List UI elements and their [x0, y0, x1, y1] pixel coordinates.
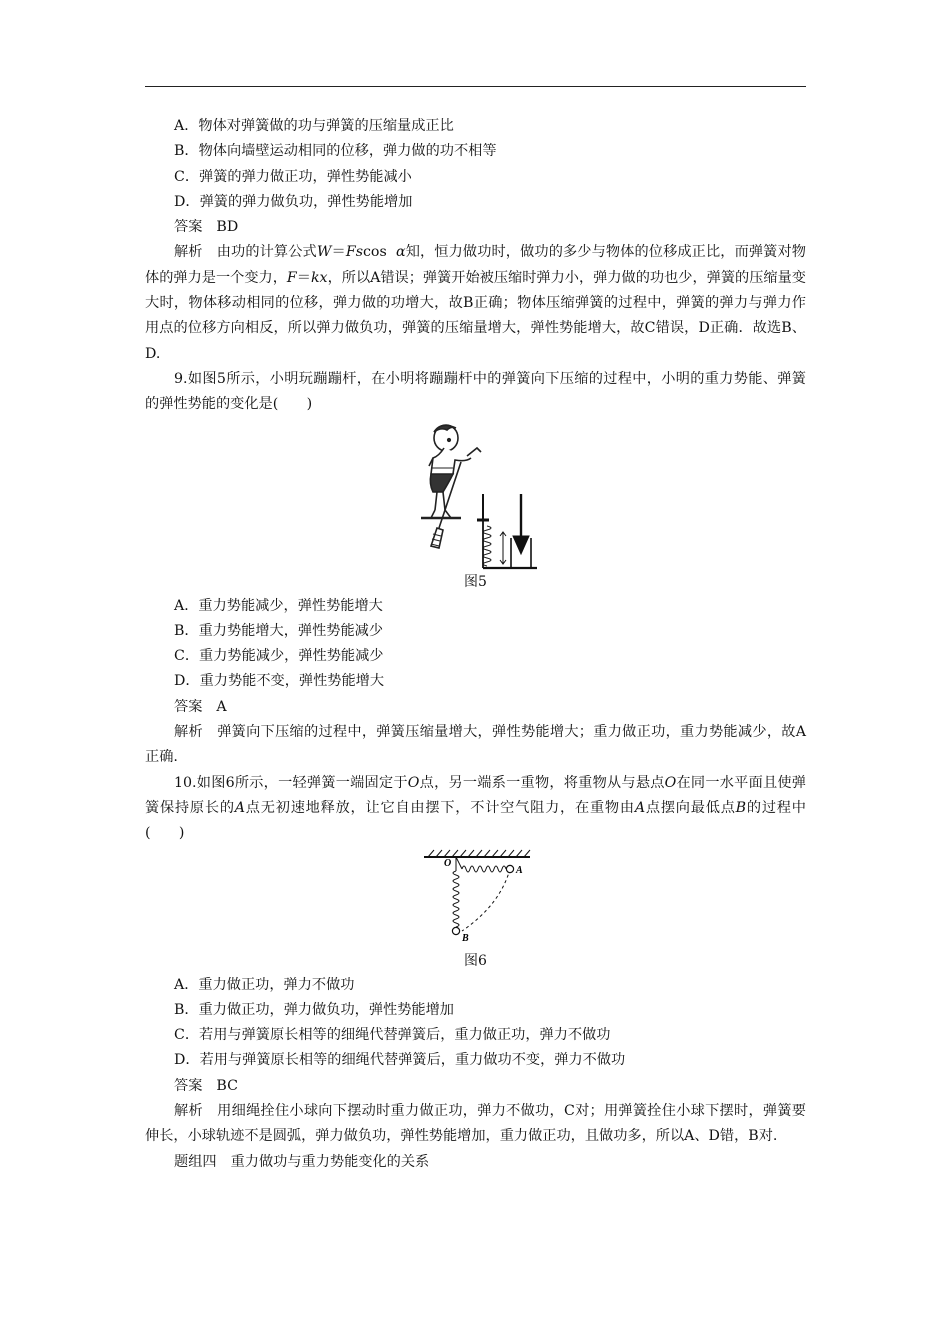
answer-label: 答案 [174, 1077, 203, 1094]
answer-label: 答案 [174, 698, 203, 715]
q9-option-a: A．重力势能减少，弹性势能增大 [174, 597, 383, 614]
analysis-text: 由功的计算公式 [216, 244, 317, 261]
group-title: 重力做功与重力势能变化的关系 [230, 1153, 430, 1170]
q10-option-c: C．若用与弹簧原长相等的细绳代替弹簧后，重力做正功，弹力不做功 [174, 1027, 611, 1044]
q8-answer [145, 215, 806, 240]
q10-stem [145, 771, 806, 847]
analysis-text: 知，恒力做功时，做功的多少与物体的位移成正比，而弹簧对物体的弹力是一个变力， [145, 244, 806, 286]
point-label: A [234, 799, 246, 816]
point-label: O [407, 774, 420, 791]
stem-text: 在同一水平面且使弹簧保持原长的 [145, 774, 806, 816]
analysis-label: 解析 [174, 724, 203, 741]
ball-b [452, 927, 459, 934]
q10-analysis [145, 1099, 806, 1150]
q10-answer [145, 1074, 806, 1099]
q8-analysis [145, 240, 806, 366]
formula-symbol: W [316, 244, 332, 261]
formula-symbol: s [355, 244, 363, 261]
point-label: B [735, 799, 747, 816]
formula-symbol: kx [310, 269, 328, 286]
q9-option-b: B．重力势能增大，弹性势能减少 [174, 622, 384, 639]
formula-symbol: cos [362, 244, 387, 261]
answer-value: BC [216, 1077, 238, 1094]
q9-option-d: D．重力势能不变，弹性势能增大 [174, 673, 385, 690]
figure-5-caption: 图5 [464, 573, 487, 590]
formula-symbol: F [286, 269, 297, 286]
q10-option-d: D．若用与弹簧原长相等的细绳代替弹簧后，重力做功不变，弹力不做功 [174, 1052, 626, 1069]
stem-text: 的过程中( ) [145, 799, 806, 842]
spring-diagram [477, 494, 537, 568]
header-rule [145, 86, 806, 87]
point-label: A [634, 799, 646, 816]
stem-text: 点无初速地释放，让它自由摆下，不计空气阻力，在重物由 [245, 799, 635, 816]
ball-a [506, 865, 513, 872]
point-label: O [664, 774, 677, 791]
figure-6-caption: 图6 [464, 952, 487, 969]
document-body [145, 114, 806, 1175]
analysis-text: 用细绳拴住小球向下摆动时重力做正功，弹力不做功，C对；用弹簧拴住小球下摆时，弹簧要伸长，小球轨迹不是圆弧，弹力做负功，弹性势能增加，重力做正功，且做功多，所以A、D错，B对. [145, 1103, 806, 1145]
answer-label: 答案 [174, 219, 203, 236]
analysis-label: 解析 [174, 244, 203, 261]
stem-text: 10.如图6所示，一轻弹簧一端固定于 [174, 774, 408, 791]
label-a: A [515, 864, 523, 876]
stem-text: 点摆向最低点 [645, 799, 736, 816]
q10-option-b: B．重力做正功，弹力做负功，弹性势能增加 [174, 1001, 454, 1018]
stem-text: 点，另一端系一重物，将重物从与悬点 [419, 774, 665, 791]
formula-symbol: α [396, 244, 406, 261]
answer-value: BD [216, 219, 239, 236]
q9-stem: 9.如图5所示，小明玩蹦蹦杆，在小明将蹦蹦杆中的弹簧向下压缩的过程中，小明的重力势能、弹簧的弹性势能的变化是( ) [145, 370, 806, 413]
spring-pendulum-figure [418, 847, 534, 949]
figure-5 [145, 418, 806, 570]
ceiling [424, 850, 530, 857]
q9-option-c: C．重力势能减少，弹性势能减少 [174, 648, 384, 665]
analysis-text: 弹簧向下压缩的过程中，弹簧压缩量增大，弹性势能增大；重力做正功，重力势能减少，故A正确. [145, 724, 806, 766]
pogo-stick-figure [411, 418, 541, 570]
q9-analysis [145, 720, 806, 771]
q9-answer [145, 695, 806, 720]
q8-option-c: C．弹簧的弹力做正功，弹性势能减小 [174, 168, 412, 185]
formula-symbol: ＝ [296, 269, 311, 286]
q8-option-d: D．弹簧的弹力做负功，弹性势能增加 [174, 193, 413, 210]
analysis-label: 解析 [174, 1103, 203, 1120]
q8-option-a: A．物体对弹簧做的功与弹簧的压缩量成正比 [174, 118, 454, 134]
answer-value: A [216, 698, 227, 715]
springs [453, 857, 510, 931]
label-b: B [461, 932, 469, 944]
group-4-heading [145, 1150, 806, 1175]
q10-option-a: A．重力做正功，弹力不做功 [174, 976, 355, 993]
q8-option-b: B．物体向墙壁运动相同的位移，弹力做的功不相等 [174, 143, 497, 160]
figure-6 [145, 847, 806, 949]
group-label: 题组四 [174, 1153, 217, 1170]
analysis-text: ，所以A错误；弹簧开始被压缩时弹力小，弹力做的功也少，弹簧的压缩量变大时，物体移动相同的位移，弹力做的功增大，故B正确；物体压缩弹簧的过程中，弹簧的弹力与弹力作用点的位移方向相反，所以弹力做负功，弹簧的压缩量增大，弹性势能增大，故C错误，D正确．故选B、D. [145, 269, 806, 362]
label-o: O [443, 857, 451, 869]
formula-symbol: ＝ [331, 244, 346, 261]
formula-symbol: F [345, 244, 356, 261]
